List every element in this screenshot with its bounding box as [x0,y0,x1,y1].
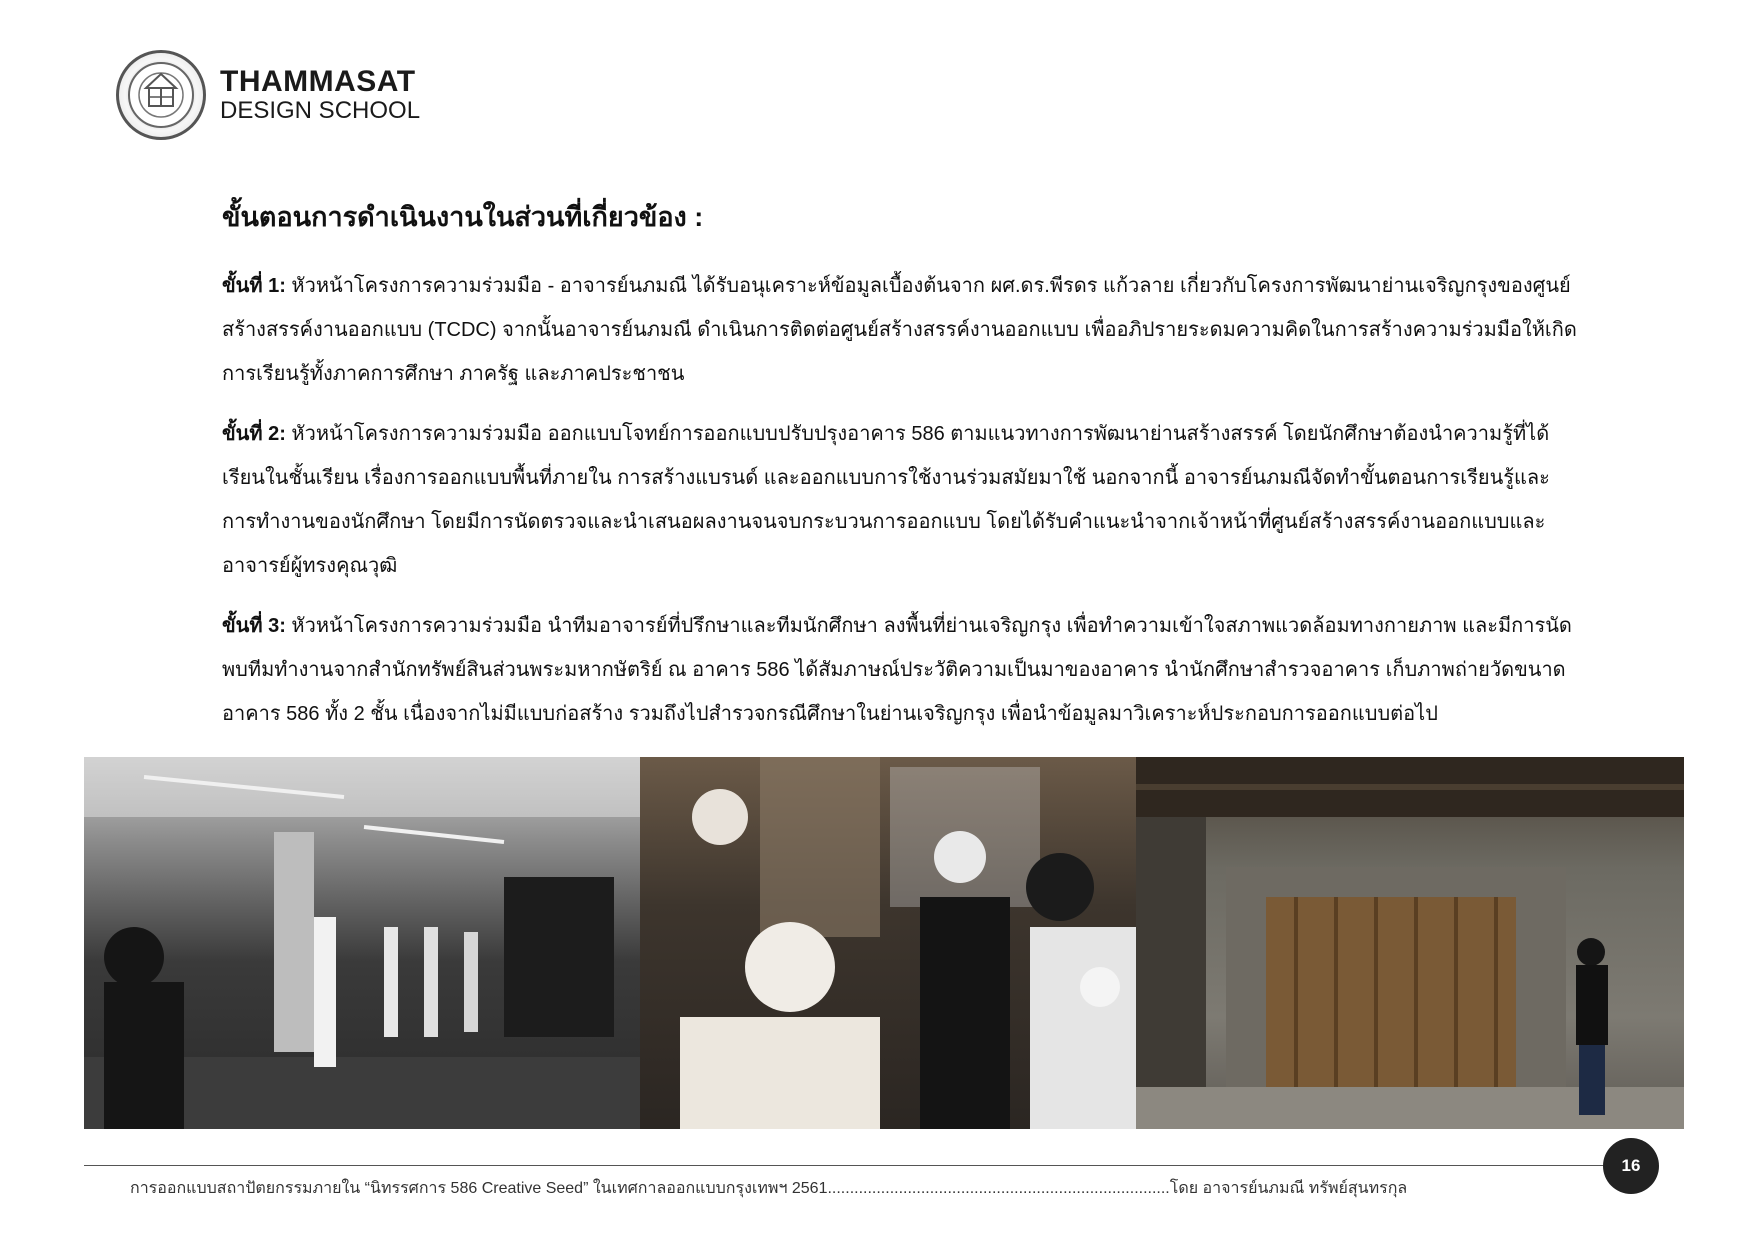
step-2-label: ขั้นที่ 2: [222,423,286,445]
photo-building-interior [84,757,640,1129]
header-logo [116,50,420,140]
step-2-text: หัวหน้าโครงการความร่วมมือ ออกแบบโจทย์การออกแบบปรับปรุงอาคาร 586 ตามแนวทางการพัฒนาย่านสร้างสรรค์ โดยนักศึกษาต้องนำความรู้ที่ได้เรียนในชั้นเรียน เรื่องการออกแบบพื้นที่ภายใน การสร้างแบรนด์ และออกแบบการใช้งานร่วมสมัยมาใช้ นอกจากนี้ อาจารย์นภมณีจัดทำขั้นตอนการเรียนรู้และการทำงานของนักศึกษา โดยมีการนัดตรวจและนำเสนอผลงานจนจบกระบวนการออกแบบ โดยได้รับคำแนะนำจากเจ้าหน้าที่ศูนย์สร้างสรรค์งานออกแบบและอาจารย์ผู้ทรงคุณวุฒิ [222,423,1550,577]
brand-wordmark [220,67,420,123]
main-content [222,195,1582,752]
brand-line-1: THAMMASAT [220,65,416,98]
step-1-label: ขั้นที่ 1: [222,275,286,297]
section-title: ขั้นตอนการดำเนินงานในส่วนที่เกี่ยวข้อง : [222,202,704,232]
step-1-text: หัวหน้าโครงการความร่วมมือ - อาจารย์นภมณี ได้รับอนุเคราะห์ข้อมูลเบื้องต้นจาก ผศ.ดร.พีรดร แก้วลาย เกี่ยวกับโครงการพัฒนาย่านเจริญกรุงของศูนย์สร้างสรรค์งานออกแบบ (TCDC) จากนั้นอาจารย์นภมณี ดำเนินการติดต่อศูนย์สร้างสรรค์งานออกแบบ เพื่ออภิปรายระดมความคิดในการสร้างความร่วมมือให้เกิดการเรียนรู้ทั้งภาคการศึกษา ภาครัฐ และภาคประชาชน [222,275,1577,385]
photo-building-entrance [1136,757,1684,1129]
footer-divider [84,1165,1609,1166]
university-seal-icon [116,50,206,140]
step-1 [222,264,1582,396]
photo-strip [84,757,1684,1129]
footer-text: การออกแบบสถาปัตยกรรมภายใน “นิทรรศการ 586 Creative Seed” ในเทศกาลออกแบบกรุงเทพฯ 2561.............................................................................โดย อาจารย์นภมณี ทรัพย์สุนทรกุล [130,1180,1408,1197]
photo-site-visit-crowd [640,757,1136,1129]
step-3-text: หัวหน้าโครงการความร่วมมือ นำทีมอาจารย์ที่ปรึกษาและทีมนักศึกษา ลงพื้นที่ย่านเจริญกรุง เพื่อทำความเข้าใจสภาพแวดล้อมทางกายภาพ และมีการนัดพบทีมทำงานจากสำนักทรัพย์สินส่วนพระมหากษัตริย์ ณ อาคาร 586 ได้สัมภาษณ์ประวัติความเป็นมาของอาคาร นำนักศึกษาสำรวจอาคาร เก็บภาพถ่ายวัดขนาดอาคาร 586 ทั้ง 2 ชั้น เนื่องจากไม่มีแบบก่อสร้าง รวมถึงไปสำรวจกรณีศึกษาในย่านเจริญกรุง เพื่อนำข้อมูลมาวิเคราะห์ประกอบการออกแบบต่อไป [222,615,1572,725]
step-3 [222,604,1582,736]
page-number-badge: 16 [1603,1138,1659,1194]
step-2 [222,412,1582,588]
brand-line-2: DESIGN SCHOOL [220,97,421,124]
step-3-label: ขั้นที่ 3: [222,615,286,637]
